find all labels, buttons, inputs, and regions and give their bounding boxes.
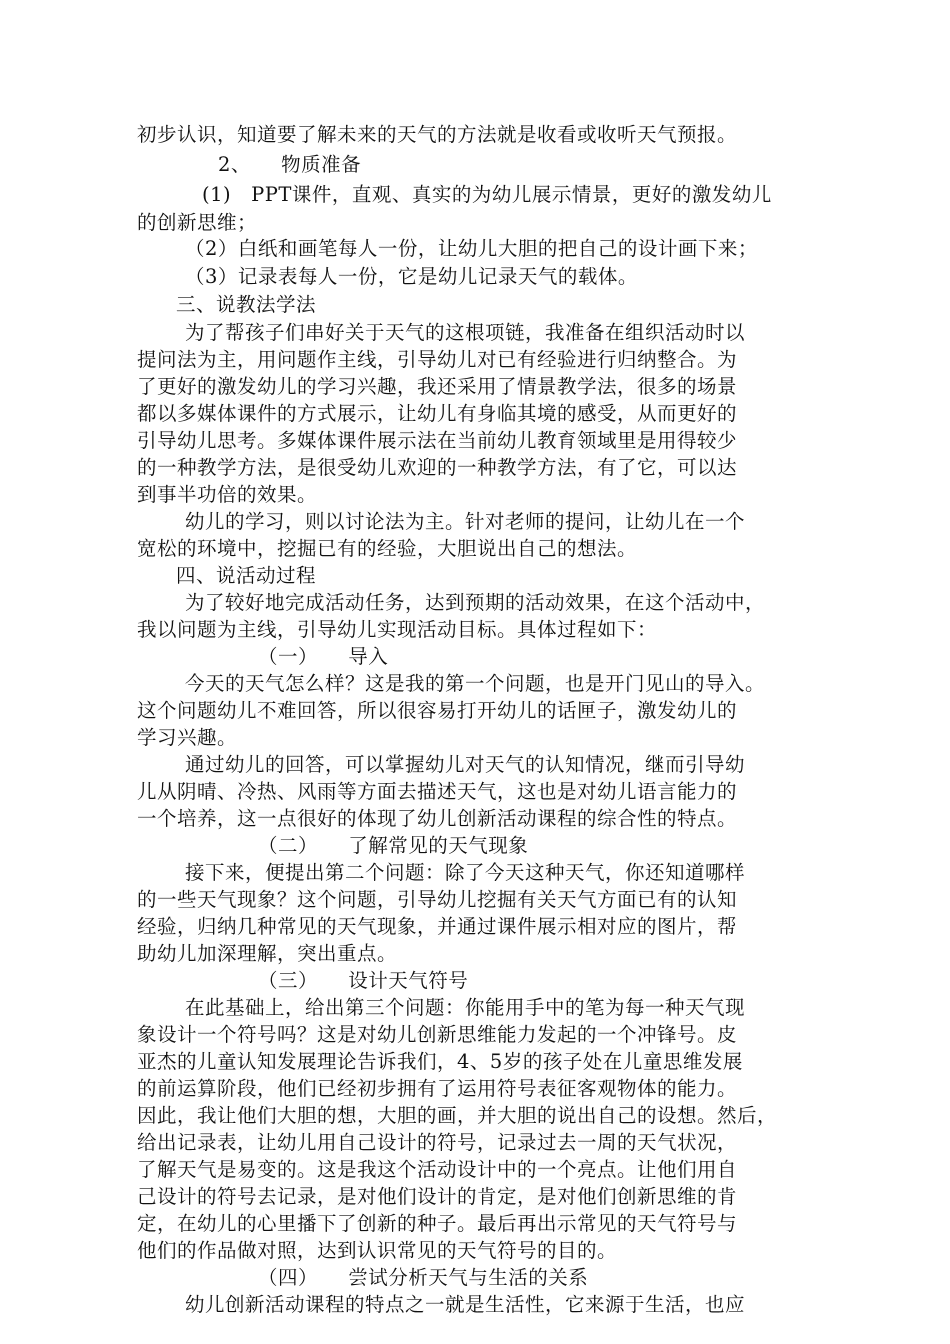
subsection-heading: （二） 了解常见的天气现象 [258,834,529,857]
text-line: 儿从阴晴、冷热、风雨等方面去描述天气，这也是对幼儿语言能力的 [137,780,738,803]
text-line: 一个培养，这一点很好的体现了幼儿创新活动课程的综合性的特点。 [137,807,738,830]
text-line: 这个问题幼儿不难回答，所以很容易打开幼儿的话匣子，激发幼儿的 [137,699,738,722]
text-line: 宽松的环境中，挖掘已有的经验，大胆说出自己的想法。 [137,537,638,560]
text-line: 的前运算阶段，他们已经初步拥有了运用符号表征客观物体的能力。 [137,1077,738,1100]
text-line: 他们的作品做对照，达到认识常见的天气符号的目的。 [137,1239,618,1262]
text-line: 学习兴趣。 [137,726,238,749]
text-line: 的一种教学方法，是很受幼儿欢迎的一种教学方法，有了它，可以达 [137,456,738,479]
text-line: 初步认识，知道要了解未来的天气的方法就是收看或收听天气预报。 [137,123,738,146]
text-line: 提问法为主，用问题作主线，引导幼儿对已有经验进行归纳整合。为 [137,348,738,371]
text-line: 经验，归纳几种常见的天气现象，并通过课件展示相对应的图片，帮 [137,915,738,938]
text-line: 给出记录表，让幼儿用自己设计的符号，记录过去一周的天气状况， [137,1131,738,1154]
text-line: 定，在幼儿的心里播下了创新的种子。最后再出示常见的天气符号与 [137,1212,738,1235]
text-line: 为了帮孩子们串好关于天气的这根项链，我准备在组织活动时以 [185,321,746,344]
section-heading: 四、说活动过程 [176,564,317,587]
text-line: 通过幼儿的回答，可以掌握幼儿对天气的认知情况，继而引导幼 [185,753,746,776]
text-line: 在此基础上，给出第三个问题：你能用手中的笔为每一种天气现 [185,996,746,1019]
text-line: 了更好的激发幼儿的学习兴趣，我还采用了情景教学法，很多的场景 [137,375,738,398]
text-line: （2）白纸和画笔每人一份，让幼儿大胆的把自己的设计画下来； [185,237,758,260]
text-line: 助幼儿加深理解，突出重点。 [137,942,398,965]
text-line: 因此，我让他们大胆的想，大胆的画，并大胆的说出自己的设想。然后， [137,1104,778,1127]
text-line: 为了较好地完成活动任务，达到预期的活动效果，在这个活动中， [185,591,766,614]
text-line: 亚杰的儿童认知发展理论告诉我们，4、5岁的孩子处在儿童思维发展 [137,1050,743,1073]
section-heading: 2、 物质准备 [218,153,362,176]
text-line: 都以多媒体课件的方式展示，让幼儿有身临其境的感受，从而更好的 [137,402,738,425]
text-line: （3）记录表每人一份，它是幼儿记录天气的载体。 [185,265,638,288]
text-line: 引导幼儿思考。多媒体课件展示法在当前幼儿教育领域里是用得较少 [137,429,738,452]
text-line: 己设计的符号去记录，是对他们设计的肯定，是对他们创新思维的肯 [137,1185,738,1208]
text-line: 幼儿创新活动课程的特点之一就是生活性，它来源于生活，也应 [185,1293,746,1316]
text-line: 幼儿的学习，则以讨论法为主。针对老师的提问，让幼儿在一个 [185,510,746,533]
text-line: 的创新思维； [137,211,258,234]
subsection-heading: （四） 尝试分析天气与生活的关系 [258,1266,589,1289]
text-line: 的一些天气现象？这个问题，引导幼儿挖掘有关天气方面已有的认知 [137,888,738,911]
text-line: (1) PPT课件，直观、真实的为幼儿展示情景，更好的激发幼儿 [202,183,772,206]
section-heading: 三、说教法学法 [176,293,317,316]
text-line: 了解天气是易变的。这是我这个活动设计中的一个亮点。让他们用自 [137,1158,738,1181]
subsection-heading: （三） 设计天气符号 [258,969,469,992]
text-line: 到事半功倍的效果。 [137,483,318,506]
subsection-heading: （一） 导入 [258,645,389,668]
text-line: 我以问题为主线，引导幼儿实现活动目标。具体过程如下： [137,618,658,641]
text-line: 象设计一个符号吗？这是对幼儿创新思维能力发起的一个冲锋号。皮 [137,1023,738,1046]
text-line: 今天的天气怎么样？这是我的第一个问题，也是开门见山的导入。 [185,672,766,695]
text-line: 接下来，便提出第二个问题：除了今天这种天气，你还知道哪样 [185,861,746,884]
